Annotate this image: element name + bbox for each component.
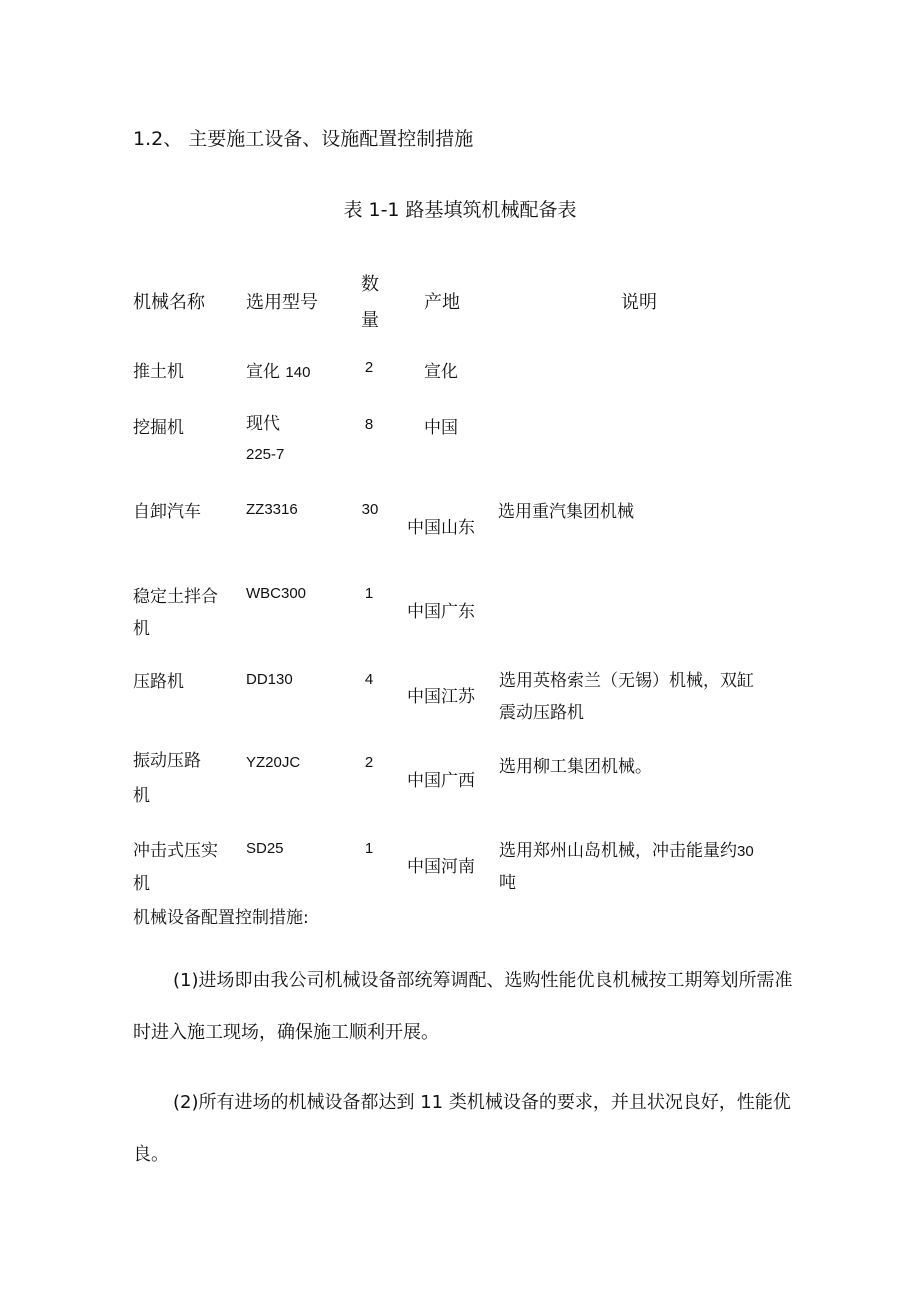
section-title: 1.2、 主要施工设备、设施配置控制措施: [133, 128, 474, 150]
row-origin: 中国河南: [407, 857, 475, 877]
row-qty: 4: [364, 671, 374, 688]
row-origin: 中国: [424, 418, 458, 438]
row-desc-line2: 吨: [499, 873, 516, 893]
row-desc-text: 选用郑州山岛机械，冲击能量约: [499, 841, 737, 861]
row-desc-line2: 震动压路机: [499, 703, 584, 723]
header-name: 机械名称: [133, 292, 205, 313]
row-model: YZ20JC: [246, 754, 301, 771]
header-desc: 说明: [621, 292, 657, 313]
row-origin: 宣化: [424, 362, 458, 382]
row-model-cn: 宣化: [246, 362, 280, 382]
row-desc-line1: 选用英格索兰（无锡）机械，双缸: [499, 671, 754, 691]
paragraph-2: (2)所有进场的机械设备都达到 11 类机械设备的要求，并且状况良好，性能优良。: [133, 1092, 791, 1165]
row-name-line2: 机: [133, 619, 150, 639]
row-origin: 中国广东: [407, 602, 475, 622]
measures-label: 机械设备配置控制措施:: [133, 908, 309, 928]
row-name-line1: 稳定土拌合: [133, 587, 218, 607]
row-desc: 选用重汽集团机械: [498, 502, 634, 522]
table-title: 表 1-1 路基填筑机械配备表: [343, 199, 577, 221]
row-origin: 中国山东: [407, 518, 475, 538]
row-qty: 1: [364, 585, 374, 602]
row-model: DD130: [246, 671, 293, 688]
row-model: ZZ3316: [246, 501, 298, 518]
row-name-line1: 冲击式压实: [133, 841, 218, 861]
row-model-num: 225-7: [246, 446, 285, 463]
row-name: 挖掘机: [133, 418, 184, 438]
row-qty: 2: [364, 754, 374, 771]
row-name-line2: 机: [133, 874, 150, 894]
row-qty: 30: [361, 501, 379, 518]
row-origin: 中国广西: [407, 771, 475, 791]
row-desc-line1: [499, 836, 754, 861]
row-model: [246, 357, 310, 382]
row-model-cn: 现代: [246, 414, 280, 434]
header-qty-line1: 数: [361, 274, 379, 295]
row-desc-num: 30: [737, 843, 754, 860]
header-qty-line2: 量: [361, 310, 379, 331]
row-qty: 8: [364, 416, 374, 433]
row-name: 推土机: [133, 362, 184, 382]
header-origin: 产地: [424, 292, 460, 313]
paragraph-1: (1)进场即由我公司机械设备部统筹调配、选购性能优良机械按工期筹划所需准时进入施工现场，确保施工顺利开展。: [133, 970, 793, 1043]
row-name: 自卸汽车: [133, 502, 201, 522]
row-origin: 中国江苏: [407, 687, 475, 707]
row-name: 压路机: [133, 672, 184, 692]
row-model: SD25: [246, 840, 284, 857]
header-model: 选用型号: [246, 292, 318, 313]
row-name-line2: 机: [133, 786, 150, 806]
row-name-line1: 振动压路: [133, 751, 201, 771]
row-qty: 1: [364, 840, 374, 857]
row-model: WBC300: [246, 585, 307, 602]
row-qty: 2: [364, 359, 374, 376]
row-model-num: 140: [285, 364, 311, 381]
row-desc: 选用柳工集团机械。: [499, 757, 652, 777]
